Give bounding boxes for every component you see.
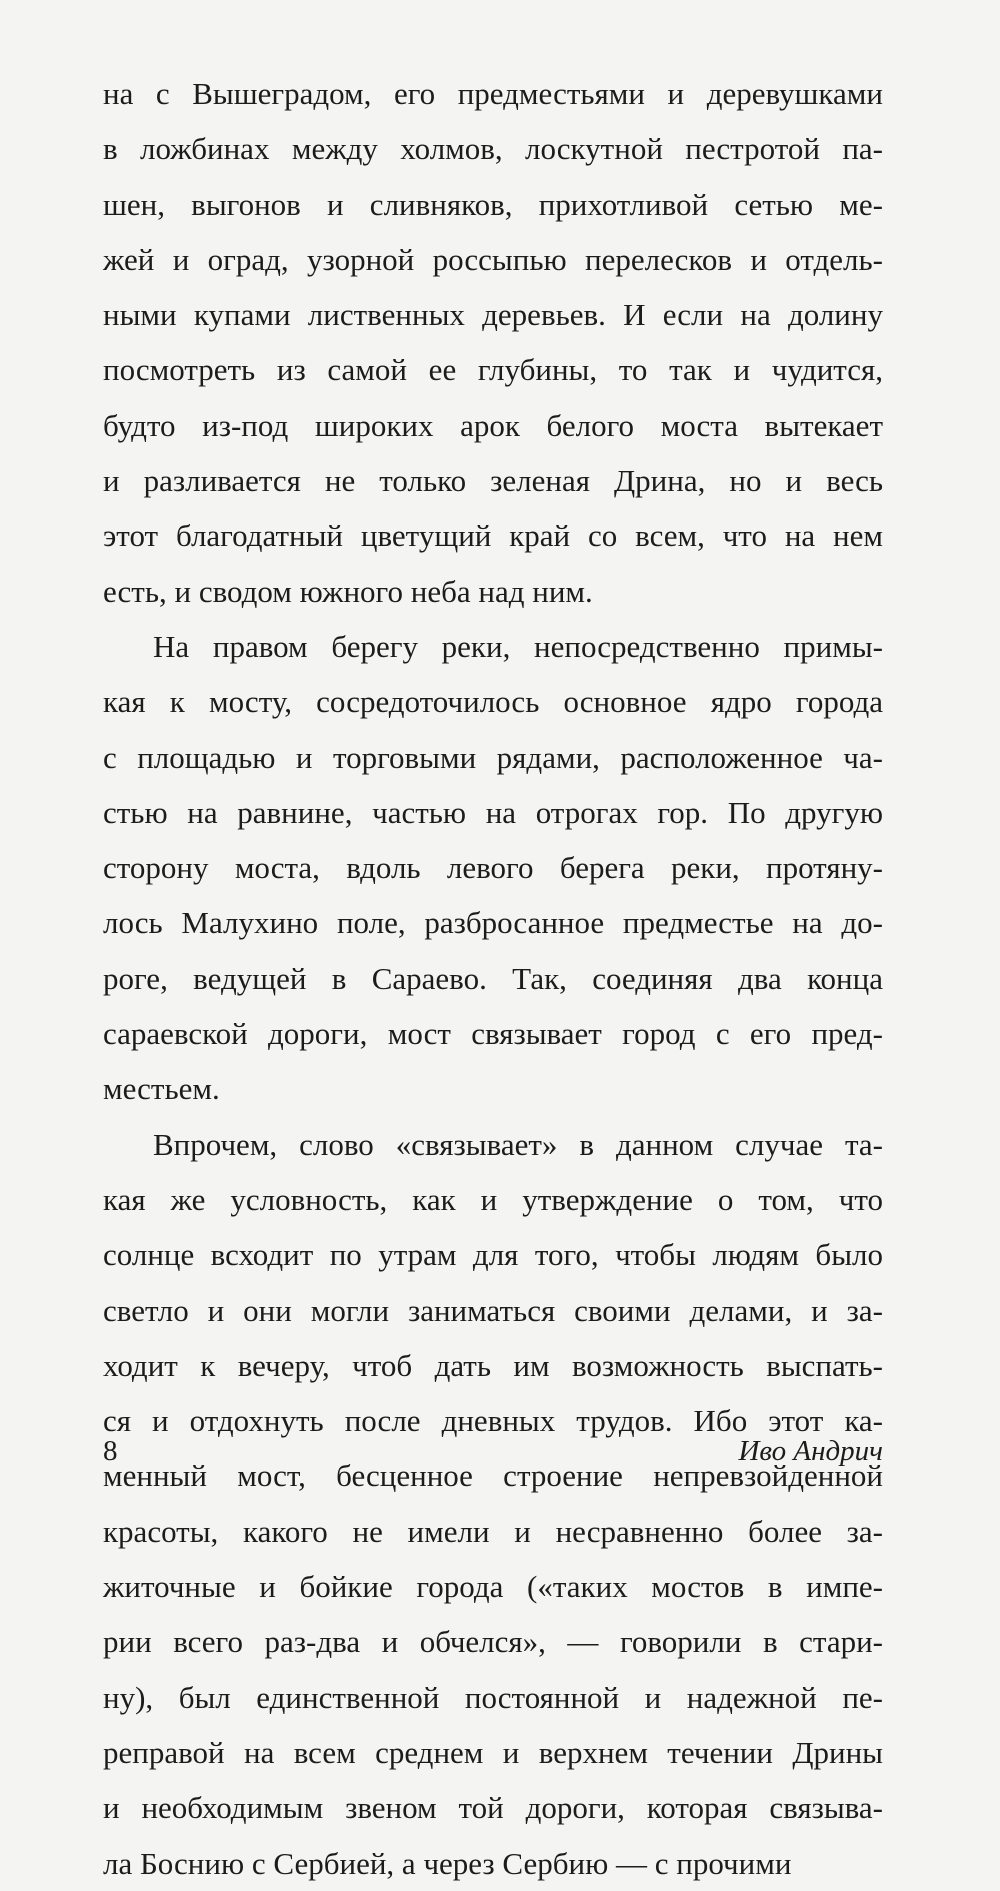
text-line: роге, ведущей в Сараево. Так, соединяя два конца xyxy=(103,960,883,996)
body-text xyxy=(103,66,883,1891)
text-line: красоты, какого не имели и несравненно более за- xyxy=(103,1513,883,1549)
text-line: шен, выгонов и сливняков, прихотливой сетью ме- xyxy=(103,186,883,222)
text-line: лось Малухино поле, разбросанное предместье на до- xyxy=(103,905,883,941)
text-line: и необходимым звеном той дороги, которая связыва- xyxy=(103,1790,883,1826)
text-line: сараевской дороги, мост связывает город с его пред- xyxy=(103,1016,883,1052)
text-line: стью на равнине, частью на отрогах гор. По другую xyxy=(103,794,883,830)
text-line: светло и они могли заниматься своими делами, и за- xyxy=(103,1292,883,1328)
text-line: этот благодатный цветущий край со всем, что на нем xyxy=(103,518,883,554)
text-line: на с Вышеградом, его предместьями и деревушками xyxy=(103,76,883,111)
text-line: будто из-под широких арок белого моста вытекает xyxy=(103,407,883,443)
text-line: Впрочем, слово «связывает» в данном случае та- xyxy=(153,1126,883,1162)
text-line: в ложбинах между холмов, лоскутной пестротой па- xyxy=(103,131,883,167)
text-line: На правом берегу реки, непосредственно примы- xyxy=(153,628,883,664)
page-number: 8 xyxy=(103,1435,118,1467)
text-line: местьем. xyxy=(103,1071,220,1107)
text-line: ла Боснию с Сербией, а через Сербию — с прочими xyxy=(103,1845,792,1881)
text-line: ными купами лиственных деревьев. И если на долину xyxy=(103,297,883,333)
running-footer-author: Иво Андрич xyxy=(738,1435,883,1467)
text-line: ну), был единственной постоянной и надежной пе- xyxy=(103,1679,883,1715)
text-line: кая же условность, как и утверждение о том, что xyxy=(103,1181,883,1217)
text-line: рии всего раз-два и обчелся», — говорили в стари- xyxy=(103,1624,883,1660)
text-line: кая к мосту, сосредоточилось основное ядро города xyxy=(103,684,883,720)
paragraph xyxy=(103,1117,883,1891)
text-line: жей и оград, узорной россыпью перелесков и отдель- xyxy=(103,241,883,277)
paragraph xyxy=(103,66,883,619)
text-line: посмотреть из самой ее глубины, то так и чудится, xyxy=(103,352,883,388)
text-line: есть, и сводом южного неба над ним. xyxy=(103,573,593,609)
text-line: реправой на всем среднем и верхнем течении Дрины xyxy=(103,1734,883,1770)
text-line: житочные и бойкие города («таких мостов в импе- xyxy=(103,1569,883,1605)
text-line: менный мост, бесценное строение непревзойденной xyxy=(103,1458,883,1494)
text-line: с площадью и торговыми рядами, расположенное ча- xyxy=(103,739,883,775)
paragraph xyxy=(103,619,883,1117)
page-footer xyxy=(103,1431,883,1471)
text-line: ходит к вечеру, чтоб дать им возможность выспать- xyxy=(103,1347,883,1383)
text-line: ся и отдохнуть после дневных трудов. Ибо этот ка- xyxy=(103,1403,883,1439)
text-line: сторону моста, вдоль левого берега реки, протяну- xyxy=(103,850,883,886)
text-line: и разливается не только зеленая Дрина, но и весь xyxy=(103,463,883,499)
text-line: солнце всходит по утрам для того, чтобы людям было xyxy=(103,1237,883,1273)
